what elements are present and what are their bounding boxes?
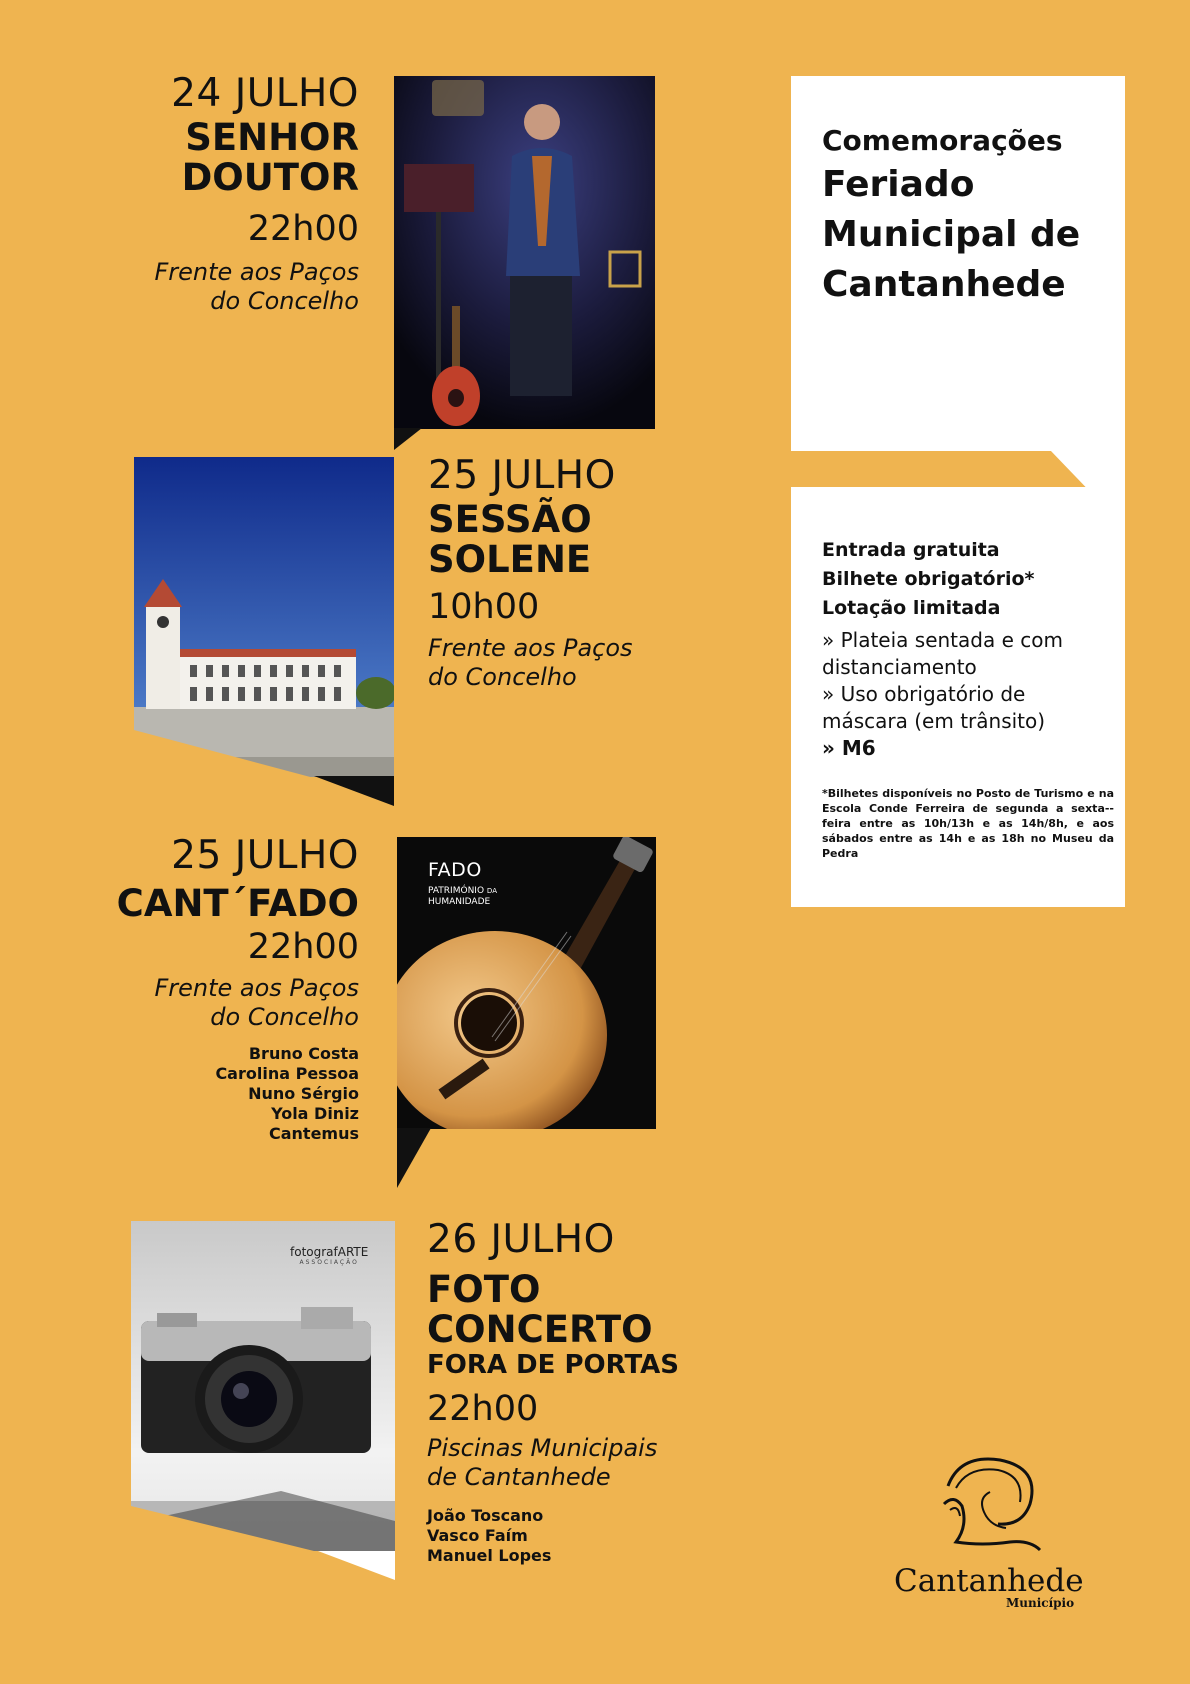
event-1-venue — [19, 258, 359, 316]
event-1-venue-line-1: Frente aos Paços — [154, 258, 359, 286]
event-1-venue-line-2: do Concelho — [210, 287, 359, 315]
camera-brand — [290, 1245, 368, 1266]
event-1-title — [19, 118, 359, 198]
event-3-text — [19, 834, 359, 1144]
info-line-2: Bilhete obrigatório* — [822, 568, 1035, 590]
event-3-date: 25 JULHO — [171, 833, 359, 878]
event-4-text — [427, 1218, 767, 1566]
event-2-venue-line-2: do Concelho — [428, 663, 577, 691]
event-1-title-line-1: SENHOR — [185, 116, 359, 159]
event-4-photo — [131, 1221, 395, 1551]
cantanhede-logo — [890, 1446, 1084, 1616]
event-4-venue-line-2: de Cantanhede — [427, 1463, 611, 1491]
event-2-photo-tab — [314, 744, 395, 808]
event-1-date: 24 JULHO — [171, 71, 359, 116]
event-4-subtitle: FORA DE PORTAS — [427, 1350, 680, 1380]
logo-sub: Município — [1006, 1596, 1075, 1610]
event-2-photo — [134, 457, 394, 777]
panel-heading — [822, 160, 1080, 310]
event-4-artist-2: Vasco Faím — [427, 1526, 528, 1545]
camera-brand-sub: ASSOCIAÇÃO — [299, 1259, 359, 1266]
event-1-photo — [394, 76, 655, 429]
event-2-time: 10h00 — [428, 587, 540, 627]
event-4-artist-3: Manuel Lopes — [427, 1546, 552, 1565]
info-bullet-2: » Uso obrigatório de máscara (em trânsito) — [822, 682, 1046, 733]
info-bullet-1: » Plateia sentada e com distanciamento — [822, 628, 1063, 679]
event-3-photo — [397, 837, 656, 1129]
event-4-photo-tab — [318, 1518, 396, 1582]
fado-line-1-small: DA — [486, 887, 497, 895]
event-3-artist-1: Bruno Costa — [248, 1044, 359, 1063]
info-panel — [791, 487, 1125, 907]
event-3-venue-line-1: Frente aos Paços — [154, 974, 359, 1002]
event-4-venue-line-1: Piscinas Municipais — [427, 1434, 658, 1462]
event-4-artist-1: João Toscano — [427, 1506, 544, 1525]
cantanhede-logo-icon — [890, 1446, 1080, 1566]
event-1-photo-tab — [394, 428, 424, 452]
event-4-date: 26 JULHO — [427, 1217, 615, 1262]
fado-line-2: HUMANIDADE — [428, 897, 491, 907]
event-1-title-line-2: DOUTOR — [181, 156, 359, 199]
event-4-venue — [427, 1434, 767, 1492]
info-line-1: Entrada gratuita — [822, 539, 1000, 561]
fado-line-1: PATRIMÓNIO — [428, 886, 485, 896]
event-3-artists — [19, 1044, 359, 1144]
event-2-venue — [428, 634, 758, 692]
fado-word: FADO — [428, 859, 482, 881]
event-2-title — [428, 500, 758, 580]
event-3-time: 22h00 — [247, 927, 359, 967]
title-panel — [791, 76, 1125, 451]
event-4-title-line-1: FOTO — [427, 1268, 541, 1311]
panel-heading-line-2: Municipal de — [822, 214, 1081, 255]
event-4-artists — [427, 1506, 767, 1566]
panel-heading-small: Comemorações — [822, 124, 1063, 157]
info-bullet-3: » M6 — [822, 736, 876, 760]
event-3-photo-tab — [397, 1128, 433, 1190]
event-4-time: 22h00 — [427, 1389, 539, 1429]
panel-heading-line-3: Cantanhede — [822, 264, 1066, 305]
event-3-artist-4: Yola Diniz — [271, 1104, 359, 1123]
event-2-title-line-2: SOLENE — [428, 538, 592, 581]
info-line-3: Lotação limitada — [822, 597, 1001, 619]
panel-heading-line-1: Feriado — [822, 164, 975, 205]
event-3-artist-5: Cantemus — [268, 1124, 359, 1143]
event-3-venue-line-2: do Concelho — [210, 1003, 359, 1031]
event-4-title-line-2: CONCERTO — [427, 1308, 653, 1351]
event-1-text — [19, 72, 359, 316]
info-footnote: *Bilhetes disponíveis no Posto de Turismo e na Escola Conde Ferreira de segunda a sexta--feira entre as 10h/13h e as 14h/8h, e aos sábados entre as 14h e as 18h no Museu da Pedra — [822, 787, 1114, 860]
event-2-date: 25 JULHO — [428, 453, 616, 498]
event-3-artist-3: Nuno Sérgio — [248, 1084, 359, 1103]
event-1-time: 22h00 — [247, 209, 359, 249]
event-3-artist-2: Carolina Pessoa — [215, 1064, 359, 1083]
event-2-venue-line-1: Frente aos Paços — [428, 634, 633, 662]
logo-name: Cantanhede — [894, 1563, 1084, 1599]
camera-brand-name: fotografARTE — [290, 1245, 369, 1259]
event-2-title-line-1: SESSÃO — [428, 498, 592, 541]
event-2-text — [428, 454, 758, 692]
event-3-venue — [19, 974, 359, 1032]
event-4-title — [427, 1270, 767, 1350]
event-3-title: CANT´FADO — [116, 882, 359, 925]
